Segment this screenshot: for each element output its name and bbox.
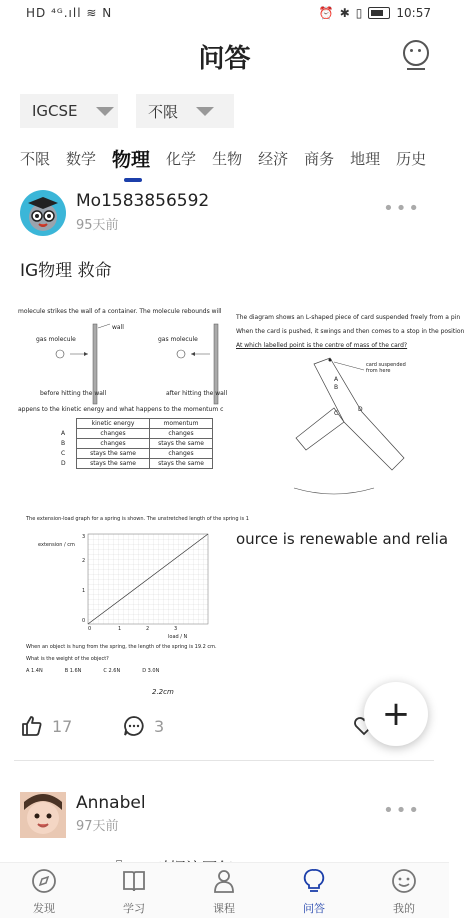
post-time: 95天前 — [76, 218, 119, 233]
cat-avatar-icon — [20, 190, 66, 236]
lightbulb-icon — [300, 867, 328, 895]
post-username[interactable]: Annabel — [76, 793, 146, 813]
exam-filter-dropdown[interactable]: IGCSE — [20, 94, 118, 128]
avatar[interactable] — [20, 792, 66, 838]
filter-bar — [20, 94, 234, 128]
question-image-molecule[interactable]: molecule strikes the wall of a container. The molecule rebounds will wall gas molecule gas molecule before hitting the wall after hitting the wall appens to the kinetic energy and what happens to the momentum c kinetic energy momentum A changes changes B changes stays the same C stays the same changes D stays the same stays the same — [18, 306, 228, 496]
book-icon — [120, 867, 148, 895]
tab-math[interactable]: 数学 — [66, 150, 97, 168]
tab-history[interactable]: 历史 — [396, 150, 427, 168]
more-options-icon[interactable]: ••• — [383, 198, 421, 219]
tab-biology[interactable]: 生物 — [212, 150, 243, 168]
page-title: 问答 — [198, 44, 251, 74]
comment-count: 3 — [154, 716, 165, 736]
comment-icon — [122, 714, 146, 738]
thumbs-up-icon — [20, 714, 44, 738]
nav-qa[interactable]: 问答 — [284, 867, 344, 916]
tab-chemistry[interactable]: 化学 — [166, 150, 197, 168]
nav-profile[interactable]: 我的 — [374, 867, 434, 916]
chevron-down-icon — [196, 107, 214, 116]
vibrate-icon: ▯ — [355, 6, 363, 20]
like-count: 17 — [52, 716, 73, 736]
molecule-diagram — [18, 318, 228, 418]
smiley-icon — [390, 867, 418, 895]
bottom-nav — [0, 862, 449, 918]
question-image-text[interactable]: ource is renewable and relia — [234, 524, 430, 564]
status-icons: HD ⁴ᴳ.ıll ≋ N — [26, 6, 113, 20]
tab-business[interactable]: 商务 — [304, 150, 335, 168]
answer-table: kinetic energy momentum A changes changes B changes stays the same C stays the same changes D stays the same stays the same — [60, 418, 213, 469]
plus-icon: + — [381, 694, 411, 734]
post-title[interactable]: IG物理 救命 — [20, 261, 112, 281]
post-username[interactable]: Mo1583856592 — [76, 191, 210, 211]
tab-geography[interactable]: 地理 — [350, 150, 381, 168]
battery-icon — [368, 7, 390, 19]
status-bar — [0, 0, 449, 28]
add-question-button[interactable] — [364, 682, 428, 746]
tab-physics[interactable]: 物理 — [112, 145, 150, 172]
post-time: 97天前 — [76, 819, 119, 834]
nav-discover[interactable]: 发现 — [14, 867, 74, 916]
tab-all[interactable]: 不限 — [20, 150, 51, 168]
header — [0, 34, 449, 74]
question-image-lcard[interactable]: The diagram shows an L-shaped piece of card suspended freely from a pin When the card is pushed, it swings and then comes to a stop in the position At which labelled point is the centre of mass of the card? card suspended from here A B C D — [234, 312, 430, 498]
baby-avatar-icon — [20, 792, 66, 838]
grade-filter-dropdown[interactable]: 不限 — [136, 94, 234, 128]
alarm-icon: ⏰ — [318, 6, 334, 20]
like-button[interactable] — [20, 714, 72, 738]
avatar[interactable] — [20, 190, 66, 236]
nav-courses[interactable]: 课程 — [194, 867, 254, 916]
divider — [14, 760, 434, 761]
person-icon — [210, 867, 238, 895]
more-options-icon[interactable]: ••• — [383, 800, 421, 821]
robot-icon[interactable] — [403, 40, 429, 66]
subject-tabs — [20, 148, 426, 172]
status-time: 10:57 — [396, 6, 431, 20]
compass-icon — [30, 867, 58, 895]
spring-graph — [88, 534, 218, 634]
nav-learn[interactable]: 学习 — [104, 867, 164, 916]
bluetooth-icon: ✱ — [339, 6, 350, 20]
question-image-spring-graph[interactable]: The extension-load graph for a spring is shown. The unstretched length of the spring is 1 extension / cm 0 1 2 3 0 1 2 3 load / N When an object is hung from the spring, the length of the spring is 19.2 cm. What is the weight of the object? A 1.4N B 1.6N C 2.6N D 3.0N 2.2cm — [18, 512, 228, 702]
tab-economics[interactable]: 经济 — [258, 150, 289, 168]
chevron-down-icon — [96, 107, 114, 116]
comment-button[interactable] — [122, 714, 164, 738]
